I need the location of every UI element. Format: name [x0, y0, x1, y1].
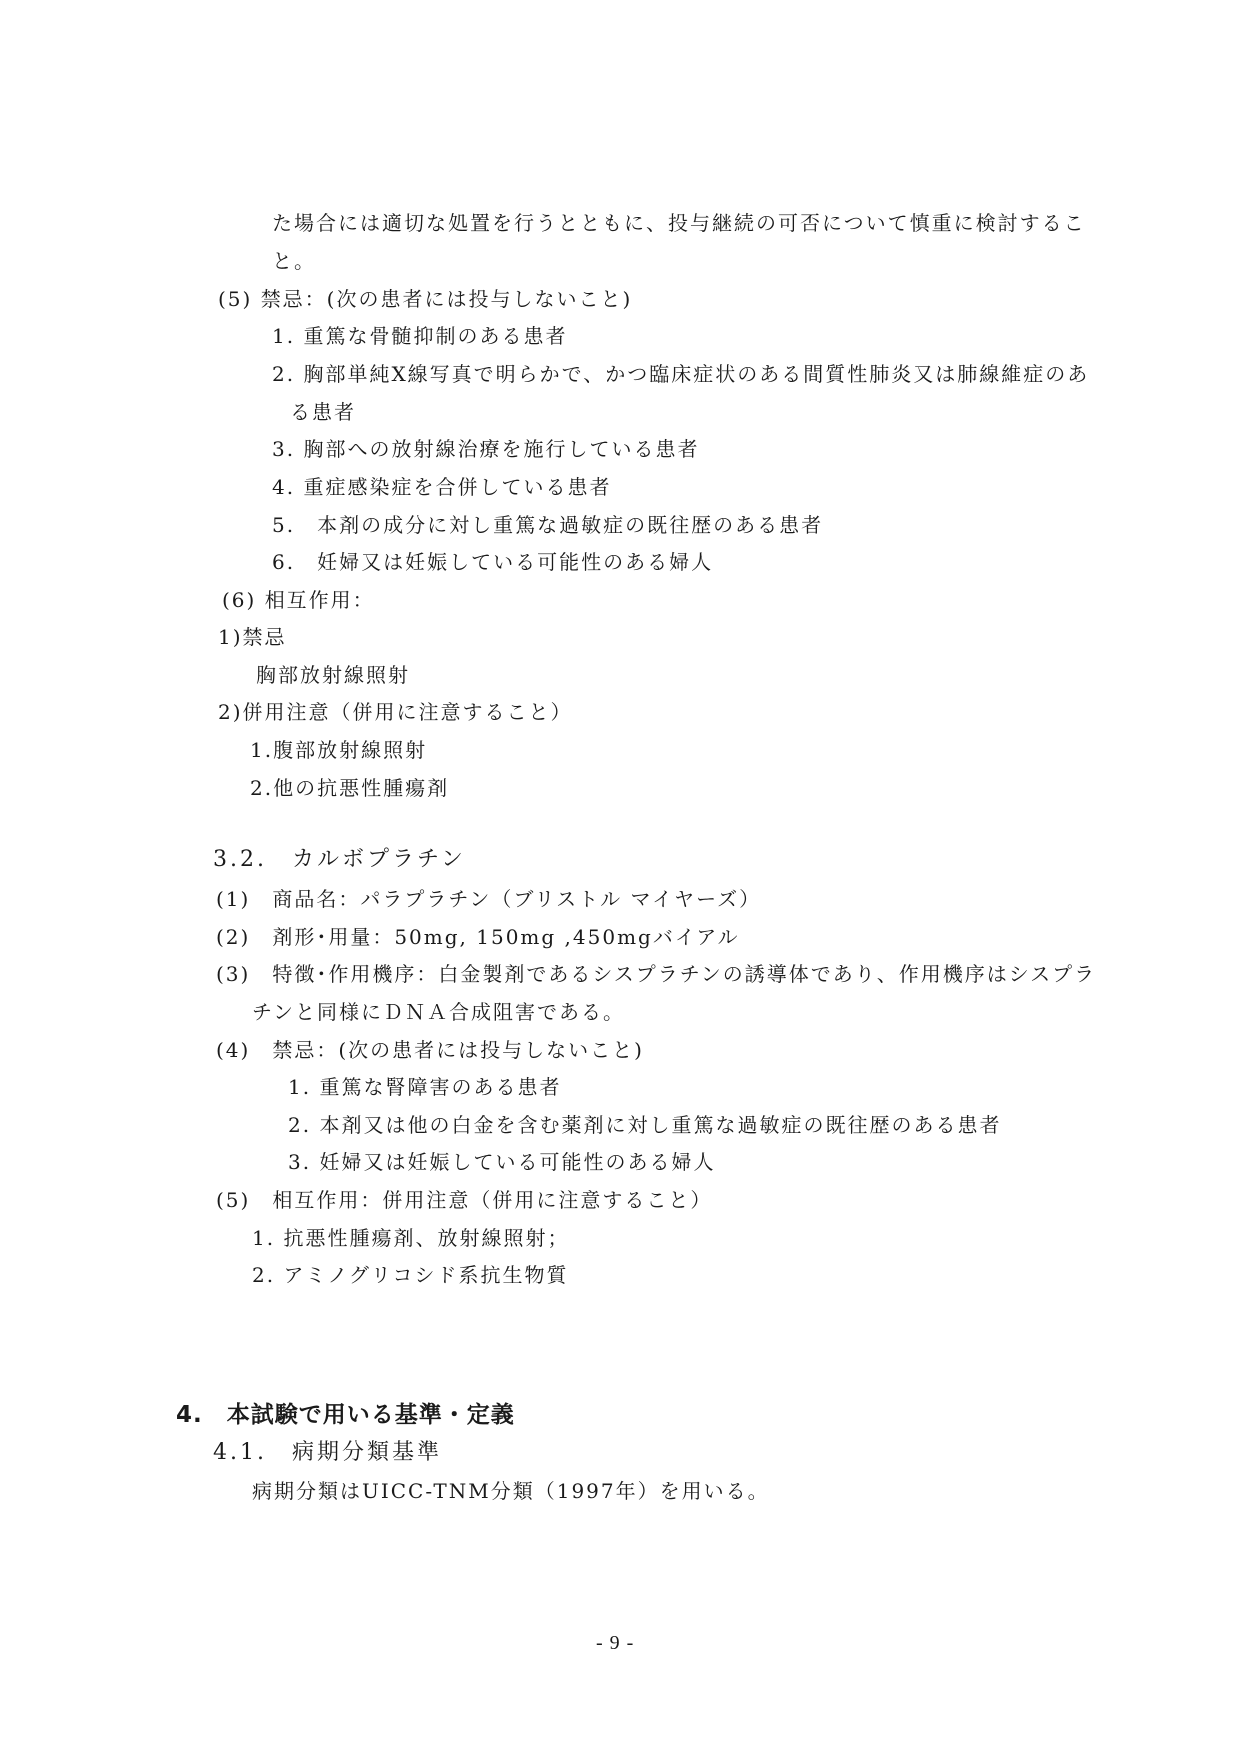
list-item: 4. 重症感染症を合併している患者 [272, 475, 612, 499]
list-item: 1.腹部放射線照射 [250, 738, 428, 762]
section-item: (5) 相互作用：併用注意（併用に注意すること） [216, 1188, 713, 1212]
body-text-line: 胸部放射線照射 [256, 663, 410, 687]
section-heading: 4.1. 病期分類基準 [213, 1440, 442, 1465]
list-item: 2. アミノグリコシド系抗生物質 [252, 1263, 569, 1287]
section-item-heading: (5) 禁忌：(次の患者には投与しないこと) [218, 287, 633, 311]
list-item: 1. 重篤な腎障害のある患者 [288, 1075, 562, 1099]
section-item: (3) 特徴･作用機序：白金製剤であるシスプラチンの誘導体であり、作用機序はシスプラ [216, 962, 1097, 986]
list-item: 1. 重篤な骨髄抑制のある患者 [272, 324, 568, 348]
list-item: 3. 妊婦又は妊娠している可能性のある婦人 [288, 1150, 716, 1174]
list-item: 3. 胸部への放射線治療を施行している患者 [272, 437, 700, 461]
section-item: (1) 商品名：パラプラチン（ブリストル マイヤーズ） [216, 887, 762, 911]
section-item-continuation: チンと同様にＤＮＡ合成阻害である。 [252, 1000, 625, 1024]
section-item: (4) 禁忌：(次の患者には投与しないこと) [216, 1038, 644, 1062]
list-item-continuation: る患者 [290, 400, 356, 424]
section-item-heading: (6) 相互作用： [222, 588, 375, 612]
section-item: (2) 剤形･用量：50mg, 150mg ,450mgバイアル [216, 925, 740, 949]
section-heading: 3.2. カルボプラチン [213, 847, 466, 872]
list-item: 2. 胸部単純X線写真で明らかで、かつ臨床症状のある間質性肺炎又は肺線維症のあ [272, 362, 1090, 386]
page-number: - 9 - [596, 1632, 635, 1654]
list-item: 2.他の抗悪性腫瘍剤 [250, 776, 450, 800]
sub-heading: 1)禁忌 [218, 625, 287, 649]
sub-heading: 2)併用注意（併用に注意すること） [218, 700, 573, 724]
body-text-line: 病期分類はUICC-TNM分類（1997年）を用いる。 [252, 1479, 770, 1503]
list-item: 5. 本剤の成分に対し重篤な過敏症の既往歴のある患者 [272, 513, 824, 537]
chapter-heading: 4. 本試験で用いる基準・定義 [176, 1402, 515, 1428]
list-item: 2. 本剤又は他の白金を含む薬剤に対し重篤な過敏症の既往歴のある患者 [288, 1113, 1002, 1137]
body-text-line: と。 [272, 249, 316, 273]
list-item: 1. 抗悪性腫瘍剤、放射線照射； [252, 1226, 570, 1250]
body-text-line: た場合には適切な処置を行うとともに、投与継続の可否について慎重に検討するこ [272, 211, 1086, 235]
list-item: 6. 妊婦又は妊娠している可能性のある婦人 [272, 550, 714, 574]
